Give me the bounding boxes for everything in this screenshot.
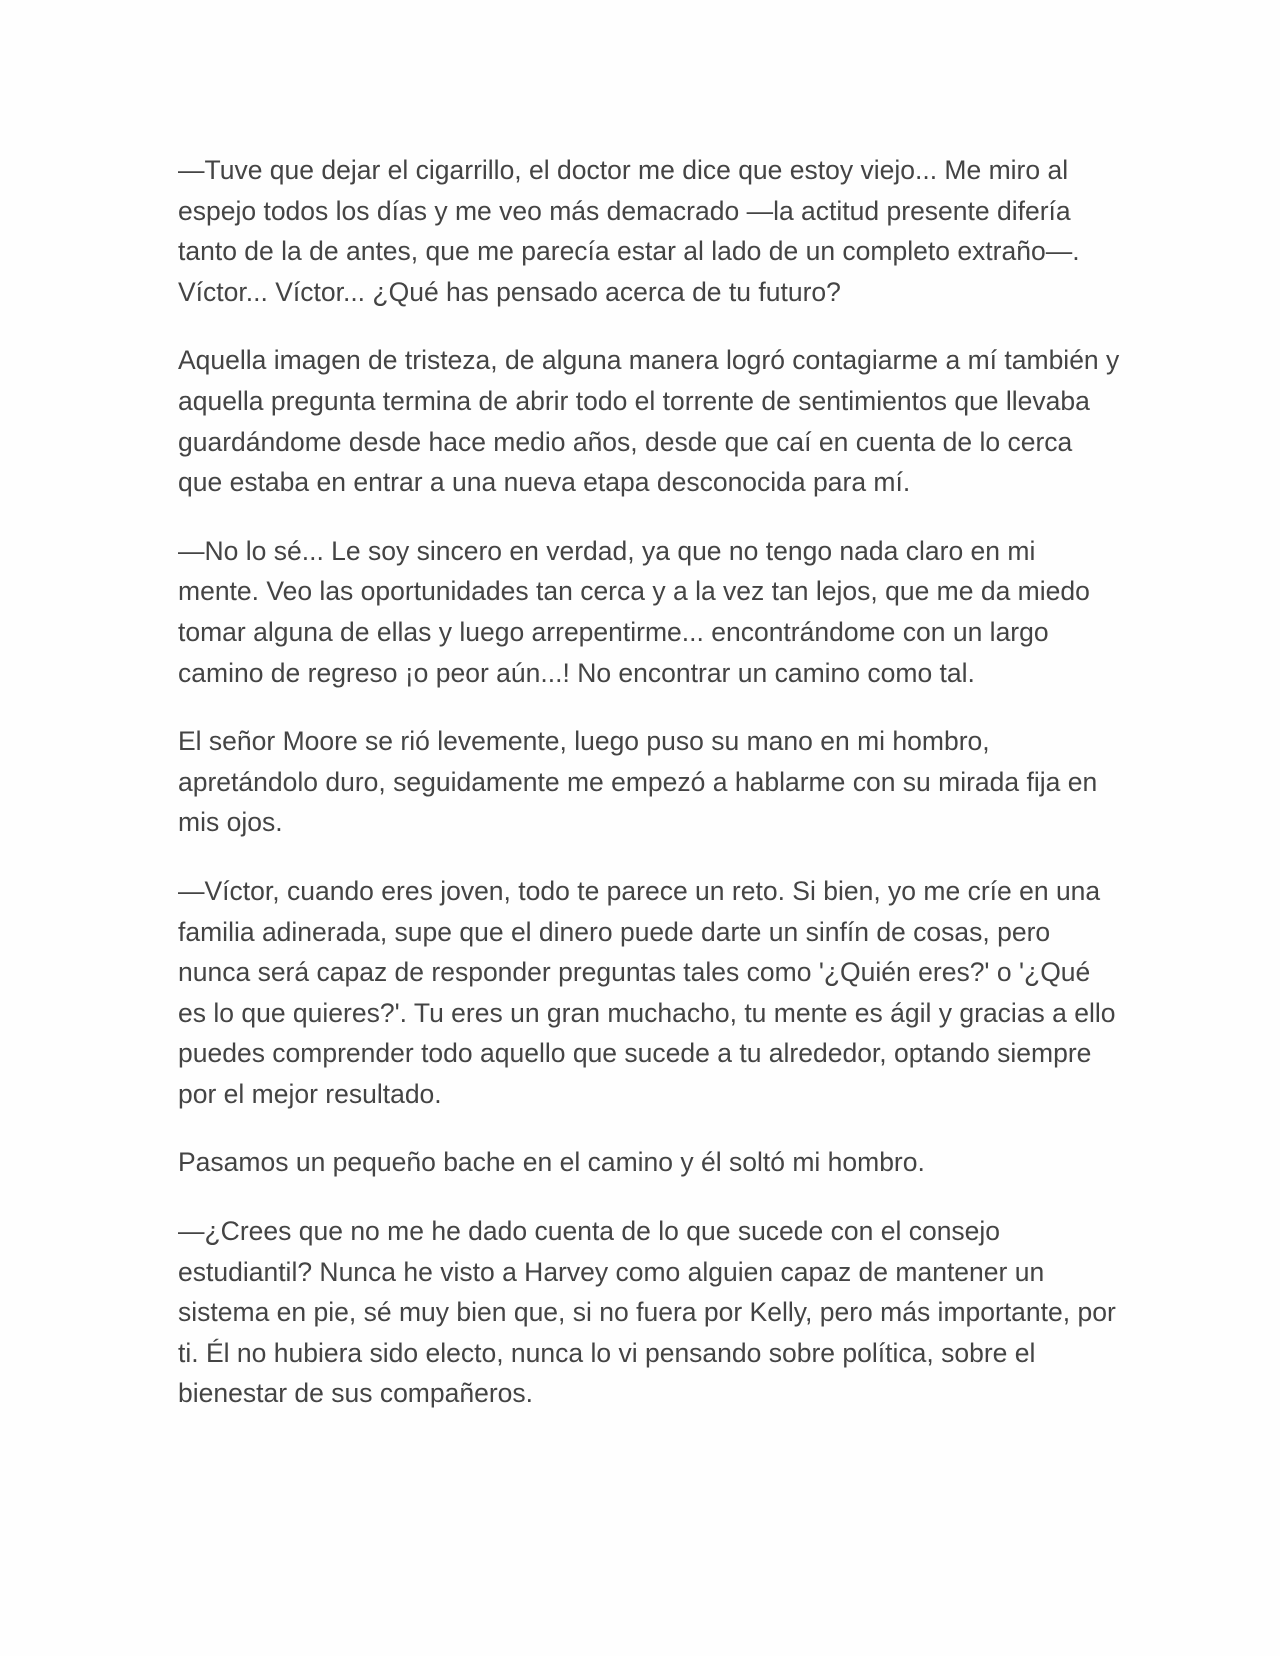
paragraph: —No lo sé... Le soy sincero en verdad, ya que no tengo nada claro en mi mente. Veo las oportunidades tan cerca y a la vez tan lejos, que me da miedo tomar alguna de ellas y luego arrepentirme... encontrándome con un largo camino de regreso ¡o peor aún...! No encontrar un camino como tal. xyxy=(178,535,1090,688)
paragraph: —¿Crees que no me he dado cuenta de lo que sucede con el consejo estudiantil? Nunca he visto a Harvey como alguien capaz de mantener un sistema en pie, sé muy bien que, si no fuera por Kelly, pero más importante, por ti. Él no hubiera sido electo, nunca lo vi pensando sobre política, sobre el bienestar de sus compañeros. xyxy=(178,1216,1116,1409)
paragraph: Pasamos un pequeño bache en el camino y él soltó mi hombro. xyxy=(178,1147,925,1178)
document-page xyxy=(178,150,1123,1442)
paragraph: —Tuve que dejar el cigarrillo, el doctor me dice que estoy viejo... Me miro al espejo todos los días y me veo más demacrado —la actitud presente difería tanto de la de antes, que me parecía estar al lado de un completo extraño—. Víctor... Víctor... ¿Qué has pensado acerca de tu futuro? xyxy=(178,155,1080,307)
paragraph: El señor Moore se rió levemente, luego puso su mano en mi hombro, apretándolo duro, seguidamente me empezó a hablarme con su mirada fija en mis ojos. xyxy=(178,726,1098,838)
paragraph: —Víctor, cuando eres joven, todo te parece un reto. Si bien, yo me críe en una familia adinerada, supe que el dinero puede darte un sinfín de cosas, pero nunca será capaz de responder preguntas tales como '¿Quién eres?' o '¿Qué es lo que quieres?'. Tu eres un gran muchacho, tu mente es ágil y gracias a ello puedes comprender todo aquello que sucede a tu alrededor, optando siempre por el mejor resultado. xyxy=(178,875,1116,1109)
paragraph: Aquella imagen de tristeza, de alguna manera logró contagiarme a mí también y aquella pregunta termina de abrir todo el torrente de sentimientos que llevaba guardándome desde hace medio años, desde que caí en cuenta de lo cerca que estaba en entrar a una nueva etapa desconocida para mí. xyxy=(178,345,1120,498)
